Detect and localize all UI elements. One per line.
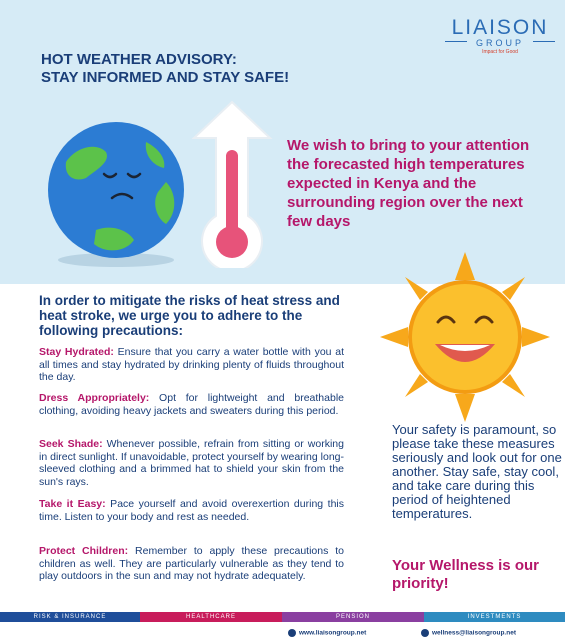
brand-logo xyxy=(445,16,555,55)
footer-segment-investments: INVESTMENTS xyxy=(424,612,565,622)
tip-heading: Take it Easy: xyxy=(39,498,106,510)
tip-heading: Seek Shade: xyxy=(39,438,103,450)
website-text: www.liaisongroup.net xyxy=(299,629,367,637)
brand-sub: GROUP xyxy=(475,38,524,48)
footer-segment-pension: PENSION xyxy=(282,612,424,622)
tip-protect-children xyxy=(39,545,344,583)
tip-text: Remember to apply these precautions to children as well. They are particularly vulnerable as they tend to play outdoors in the sun and may not hydrate adequately. xyxy=(39,545,344,582)
intro-statement: We wish to bring to your attention the forecasted high temperatures expected in Kenya and the surrounding region over the next few days xyxy=(287,137,530,230)
tip-seek-shade xyxy=(39,438,344,488)
headline-line-2: STAY INFORMED AND STAY SAFE! xyxy=(41,69,290,86)
precautions-lead: In order to mitigate the risks of heat stress and heat stroke, we urge you to adhere to the following precautions: xyxy=(39,293,340,338)
footer-email[interactable] xyxy=(421,629,516,637)
footer-segment-healthcare: HEALTHCARE xyxy=(140,612,282,622)
headline-line-1: HOT WEATHER ADVISORY: xyxy=(41,51,237,68)
tip-text: Pace yourself and avoid overexertion during this time. Listen to your body and rest as needed. xyxy=(39,498,344,523)
tip-take-it-easy xyxy=(39,498,344,523)
brand-tagline: Impact for Good xyxy=(482,49,518,55)
footer xyxy=(0,612,565,640)
email-icon xyxy=(421,629,429,637)
wellness-slogan: Your Wellness is our priority! xyxy=(392,557,539,592)
tip-text: Opt for lightweight and breathable clothing, avoiding heavy jackets and sweaters during this period. xyxy=(39,392,344,417)
tip-heading: Stay Hydrated: xyxy=(39,346,114,358)
brand-rule-left xyxy=(445,41,467,42)
safety-message: Your safety is paramount, so please take these measures seriously and look out for one another. Stay safe, stay cool, and take care during this period of heightened temperatures. xyxy=(392,422,562,521)
footer-segment-risk: RISK & INSURANCE xyxy=(0,612,140,622)
tip-heading: Dress Appropriately: xyxy=(39,392,150,404)
globe-icon xyxy=(288,629,296,637)
brand-rule-right xyxy=(533,41,555,42)
email-text: wellness@liaisongroup.net xyxy=(432,629,516,637)
footer-website[interactable] xyxy=(288,629,366,637)
tip-text: Ensure that you carry a water bottle with you at all times and stay hydrated by drinking plenty of fluids throughout the day. xyxy=(39,346,344,383)
smiling-sun-icon xyxy=(380,252,550,422)
tip-heading: Protect Children: xyxy=(39,545,129,557)
tip-text: Whenever possible, refrain from sitting or working in direct sunlight. If unavoidable, protect yourself by wearing long-sleeved clothing and a brimmed hat to shield your skin from the sun's rays. xyxy=(39,438,344,488)
tip-stay-hydrated xyxy=(39,346,344,384)
tip-dress-appropriately xyxy=(39,392,344,417)
sad-earth-icon xyxy=(36,112,196,272)
brand-name: LIAISON xyxy=(451,16,549,39)
advisory-headline xyxy=(41,51,289,87)
thermometer-icon xyxy=(182,98,282,268)
